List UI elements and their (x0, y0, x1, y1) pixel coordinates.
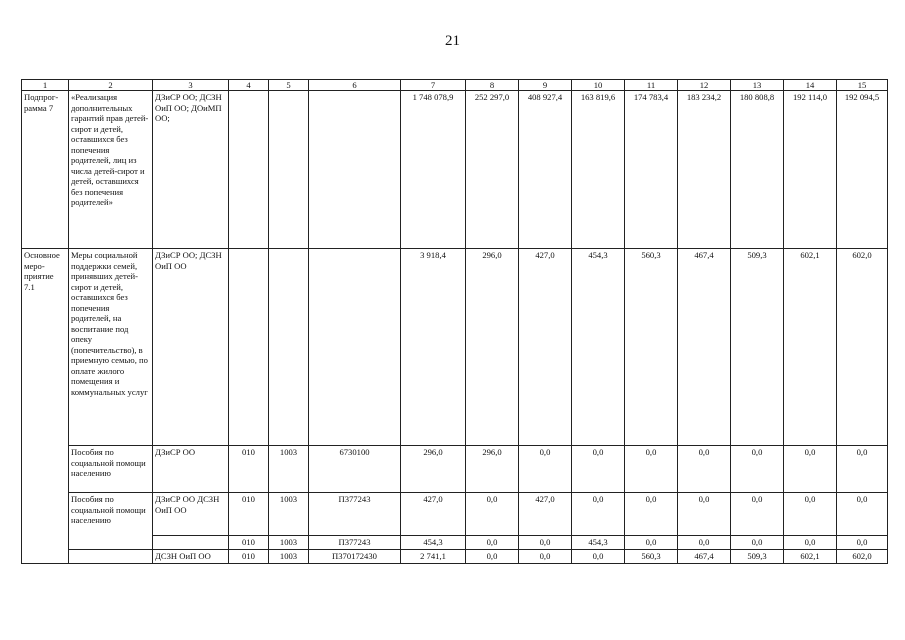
value-cell: 180 808,8 (731, 91, 784, 249)
header-cell: 3 (153, 80, 229, 91)
value-cell: 0,0 (519, 550, 572, 564)
page-number: 21 (445, 33, 460, 49)
value-cell: 0,0 (678, 493, 731, 536)
value-cell: 174 783,4 (625, 91, 678, 249)
value-cell: 454,3 (572, 249, 625, 446)
code-grbs: 010 (229, 493, 269, 536)
cell-col6 (309, 249, 401, 446)
value-total: 454,3 (401, 536, 466, 550)
value-cell: 467,4 (678, 249, 731, 446)
code-target: 6730100 (309, 446, 401, 493)
value-cell: 0,0 (731, 446, 784, 493)
value-cell: 454,3 (572, 536, 625, 550)
budget-table (21, 79, 888, 564)
table-row (22, 91, 888, 249)
value-cell: 509,3 (731, 550, 784, 564)
value-cell: 0,0 (837, 536, 888, 550)
header-cell: 14 (784, 80, 837, 91)
expense-executor: ДСЗН ОиП ОО (153, 550, 229, 564)
value-cell: 163 819,6 (572, 91, 625, 249)
code-target: П377243 (309, 493, 401, 536)
expense-executor: ДЗиСР ОО (153, 446, 229, 493)
value-cell: 0,0 (519, 446, 572, 493)
table-row (22, 493, 888, 536)
value-cell: 0,0 (572, 550, 625, 564)
table-row (22, 446, 888, 493)
value-cell: 602,0 (837, 249, 888, 446)
header-cell: 6 (309, 80, 401, 91)
value-cell: 252 297,0 (466, 91, 519, 249)
code-target: П370172430 (309, 550, 401, 564)
value-cell: 296,0 (466, 446, 519, 493)
cell-col4 (229, 249, 269, 446)
header-cell: 5 (269, 80, 309, 91)
value-cell: 0,0 (466, 493, 519, 536)
value-cell: 0,0 (466, 536, 519, 550)
value-cell: 427,0 (519, 249, 572, 446)
program-code: Подпрог-рамма 7 (22, 91, 69, 249)
code-grbs: 010 (229, 536, 269, 550)
value-cell: 602,1 (784, 550, 837, 564)
event-code: Основное меро-приятие 7.1 (22, 249, 69, 564)
code-grbs: 010 (229, 550, 269, 564)
header-cell: 10 (572, 80, 625, 91)
value-cell: 0,0 (572, 446, 625, 493)
code-section: 1003 (269, 446, 309, 493)
value-cell: 0,0 (784, 493, 837, 536)
value-cell: 602,1 (784, 249, 837, 446)
table-row (22, 550, 888, 564)
value-cell: 0,0 (625, 493, 678, 536)
code-section: 1003 (269, 550, 309, 564)
header-cell: 4 (229, 80, 269, 91)
header-cell: 11 (625, 80, 678, 91)
value-cell: 296,0 (466, 249, 519, 446)
code-grbs: 010 (229, 446, 269, 493)
value-cell: 0,0 (625, 446, 678, 493)
expense-title: Пособия по социальной помощи населению (69, 493, 153, 550)
expense-executor (153, 536, 229, 550)
header-cell: 7 (401, 80, 466, 91)
header-cell: 9 (519, 80, 572, 91)
expense-title (69, 550, 153, 564)
value-cell: 0,0 (678, 446, 731, 493)
program-title: «Реализация дополнительных гарантий прав детей-сирот и детей, оставшихся без попечения родителей, лиц из числа детей-сирот и детей, оставшихся без попечения родителей» (69, 91, 153, 249)
value-total: 2 741,1 (401, 550, 466, 564)
value-cell: 427,0 (519, 493, 572, 536)
cell-col4 (229, 91, 269, 249)
cell-col5 (269, 91, 309, 249)
value-cell: 602,0 (837, 550, 888, 564)
header-cell: 1 (22, 80, 69, 91)
value-total: 3 918,4 (401, 249, 466, 446)
value-cell: 0,0 (519, 536, 572, 550)
value-cell: 560,3 (625, 550, 678, 564)
event-title: Меры социальной поддержки семей, принявших детей-сирот и детей, оставшихся без попечения родителей, на воспитание под опеку (попечительство), в приемную семью, по оплате жилого помещения и коммунальных услуг (69, 249, 153, 446)
event-executors: ДЗиСР ОО; ДСЗН ОиП ОО (153, 249, 229, 446)
value-cell: 0,0 (837, 446, 888, 493)
value-cell: 0,0 (784, 536, 837, 550)
code-section: 1003 (269, 536, 309, 550)
table-row (22, 249, 888, 446)
value-cell: 0,0 (837, 493, 888, 536)
value-cell: 0,0 (466, 550, 519, 564)
value-cell: 0,0 (731, 536, 784, 550)
program-executors: ДЗиСР ОО; ДСЗН ОиП ОО; ДОиМП ОО; (153, 91, 229, 249)
value-cell: 183 234,2 (678, 91, 731, 249)
value-cell: 0,0 (572, 493, 625, 536)
value-cell: 0,0 (625, 536, 678, 550)
value-cell: 192 094,5 (837, 91, 888, 249)
value-cell: 192 114,0 (784, 91, 837, 249)
expense-executor: ДЗиСР ОО ДСЗН ОиП ОО (153, 493, 229, 536)
header-cell: 2 (69, 80, 153, 91)
cell-col6 (309, 91, 401, 249)
cell-col5 (269, 249, 309, 446)
value-cell: 0,0 (731, 493, 784, 536)
code-target: П377243 (309, 536, 401, 550)
value-cell: 560,3 (625, 249, 678, 446)
value-cell: 0,0 (784, 446, 837, 493)
value-cell: 408 927,4 (519, 91, 572, 249)
value-total: 427,0 (401, 493, 466, 536)
expense-title: Пособия по социальной помощи населению (69, 446, 153, 493)
header-cell: 15 (837, 80, 888, 91)
value-cell: 467,4 (678, 550, 731, 564)
header-row (22, 80, 888, 91)
value-cell: 509,3 (731, 249, 784, 446)
value-total: 1 748 078,9 (401, 91, 466, 249)
value-total: 296,0 (401, 446, 466, 493)
header-cell: 12 (678, 80, 731, 91)
header-cell: 8 (466, 80, 519, 91)
header-cell: 13 (731, 80, 784, 91)
code-section: 1003 (269, 493, 309, 536)
value-cell: 0,0 (678, 536, 731, 550)
